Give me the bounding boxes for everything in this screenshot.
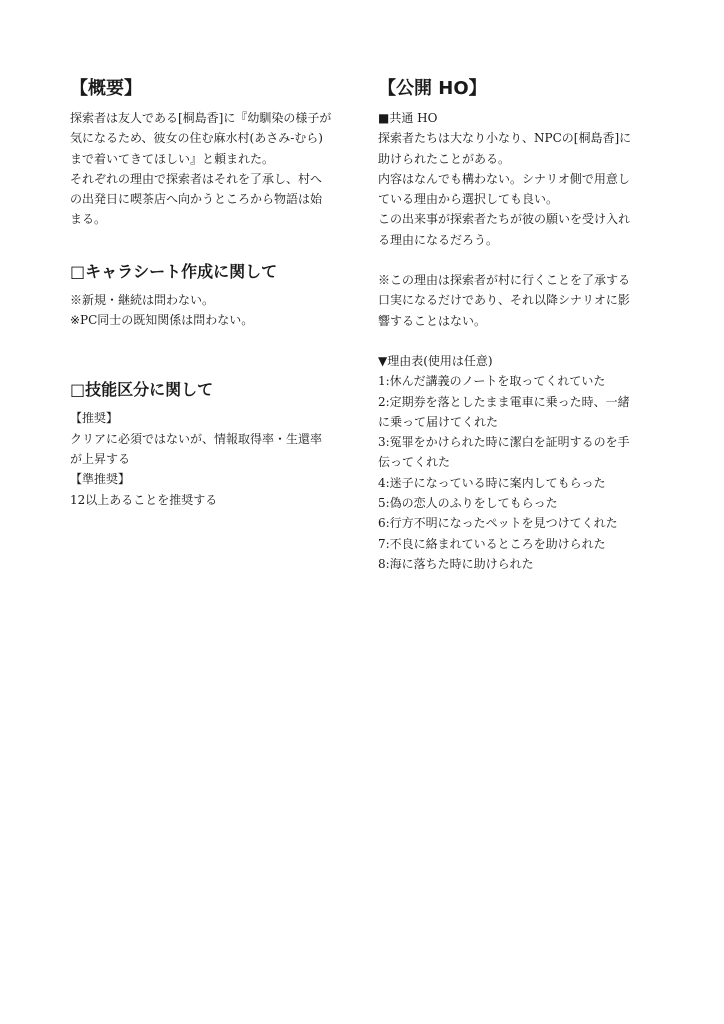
common-ho-text [378,108,668,250]
text-line: る理由になるだろう。 [378,232,499,247]
text-line: 助けられたことがある。 [378,151,511,166]
text-line: この出来事が探索者たちが彼の願いを受け入れ [378,212,631,227]
skills-text [70,408,350,509]
left-column [70,76,350,510]
reason-item: 8:海に落ちた時に助けられた [378,556,534,571]
reason-item: 1:休んだ講義のノートを取ってくれていた [378,374,606,389]
text-line: 内容はなんでも構わない。シナリオ側で用意し [378,171,630,186]
text-line: 気になるため、彼女の住む麻水村(あさみ-むら) [70,131,323,146]
reason-item: 4:迷子になっている時に案内してもらった [378,475,606,490]
reason-item: 6:行方不明になったペットを見つけてくれた [378,516,618,531]
reason-item: 伝ってくれた [378,455,451,470]
text-line: 12以上あることを推奨する [70,492,218,507]
text-line: 探索者は友人である[桐島香]に『幼馴染の様子が [70,111,332,125]
reason-item: 2:定期券を落としたまま電車に乗った時、一緒 [378,394,630,409]
text-line: 響することはない。 [378,313,487,328]
text-line: 探索者たちは大なり小なり、NPCの[桐島香]に [378,131,632,146]
note-text [378,270,668,331]
right-column [378,76,668,574]
text-line: ※新規・継続は問わない。 [70,292,215,307]
character-sheet-text [70,290,350,331]
skills-heading: □技能区分に関して [70,380,214,400]
reason-table-title: ▼理由表(使用は任意) [378,353,493,368]
text-line: 【準推奨】 [70,472,131,487]
overview-text [70,108,350,230]
text-line: まる。 [70,212,107,227]
text-line: それぞれの理由で探索者はそれを了承し、村へ [70,171,323,186]
text-line: 口実になるだけであり、それ以降シナリオに影 [378,293,630,308]
text-line: が上昇する [70,451,131,466]
text-line: ている理由から選択しても良い。 [378,192,559,207]
reason-item: 3:冤罪をかけられた時に潔白を証明するのを手 [378,435,630,450]
overview-heading: 【概要】 [70,78,142,99]
text-line: ※PC同士の既知関係は問わない。 [70,313,254,328]
reason-item: に乗って届けてくれた [378,414,499,429]
text-line: ■共通 HO [378,111,438,125]
text-line: 【推奨】 [70,411,119,426]
text-line: まで着いてきてほしい』と頼まれた。 [70,151,275,166]
character-sheet-heading: □キャラシート作成に関して [70,261,278,281]
text-line: クリアに必須ではないが、情報取得率・生還率 [70,431,323,446]
text-line: ※この理由は探索者が村に行くことを了承する [378,273,631,288]
reason-item: 7:不良に絡まれているところを助けられた [378,536,606,551]
reason-table [378,351,668,574]
public-ho-heading: 【公開 HO】 [378,78,487,99]
text-line: の出発日に喫茶店へ向かうところから物語は始 [70,192,323,207]
reason-item: 5:偽の恋人のふりをしてもらった [378,496,558,511]
